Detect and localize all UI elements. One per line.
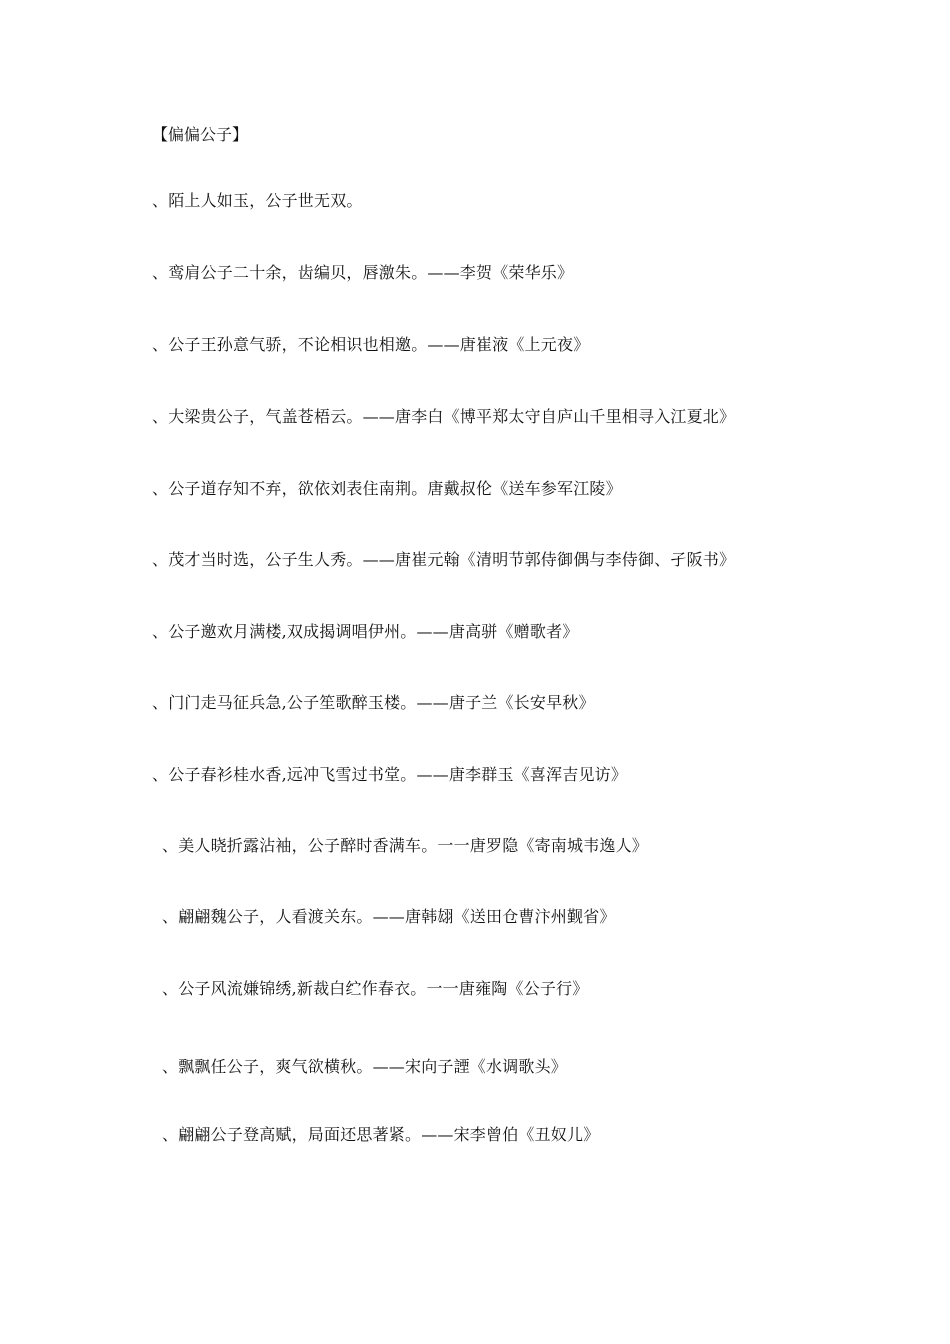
verse-line-1: 、陌上人如玉，公子世无双。 [152, 191, 363, 210]
verse-line-5: 、公子道存知不弃，欲依刘表住南荆。唐戴叔伦《送车参军江陵》 [152, 479, 622, 498]
verse-line-7: 、公子邀欢月满楼,双成揭调唱伊州。——唐高骈《赠歌者》 [152, 622, 579, 641]
verse-line-9: 、公子春衫桂水香,远冲飞雪过书堂。——唐李群玉《喜浑吉见访》 [152, 765, 628, 784]
verse-line-13: 、飘飘任公子，爽气欲横秋。——宋向子諲《水调歌头》 [162, 1057, 568, 1076]
verse-line-12: 、公子风流嫌锦绣,新裁白纻作春衣。一一唐雍陶《公子行》 [162, 979, 589, 998]
document-title: 【偏偏公子】 [152, 125, 249, 144]
verse-line-11: 、翩翩魏公子，人看渡关东。——唐韩翃《送田仓曹汴州觐省》 [162, 907, 616, 926]
verse-line-4: 、大梁贵公子，气盖苍梧云。——唐李白《博平郑太守自庐山千里相寻入江夏北》 [152, 407, 736, 426]
verse-line-3: 、公子王孙意气骄，不论相识也相邀。——唐崔液《上元夜》 [152, 335, 590, 354]
verse-line-8: 、门门走马征兵急,公子笙歌醉玉楼。——唐子兰《长安早秋》 [152, 693, 595, 712]
verse-line-10: 、美人晓折露沾袖，公子醉时香满车。一一唐罗隐《寄南城韦逸人》 [162, 836, 649, 855]
verse-line-2: 、鸾肩公子二十余，齿编贝，唇激朱。——李贺《荣华乐》 [152, 263, 574, 282]
verse-line-6: 、茂才当时选，公子生人秀。——唐崔元翰《清明节郭侍御偶与李侍御、孑阪书》 [152, 550, 736, 569]
verse-line-14: 、翩翩公子登高赋，局面还思著紧。——宋李曾伯《丑奴儿》 [162, 1125, 600, 1144]
